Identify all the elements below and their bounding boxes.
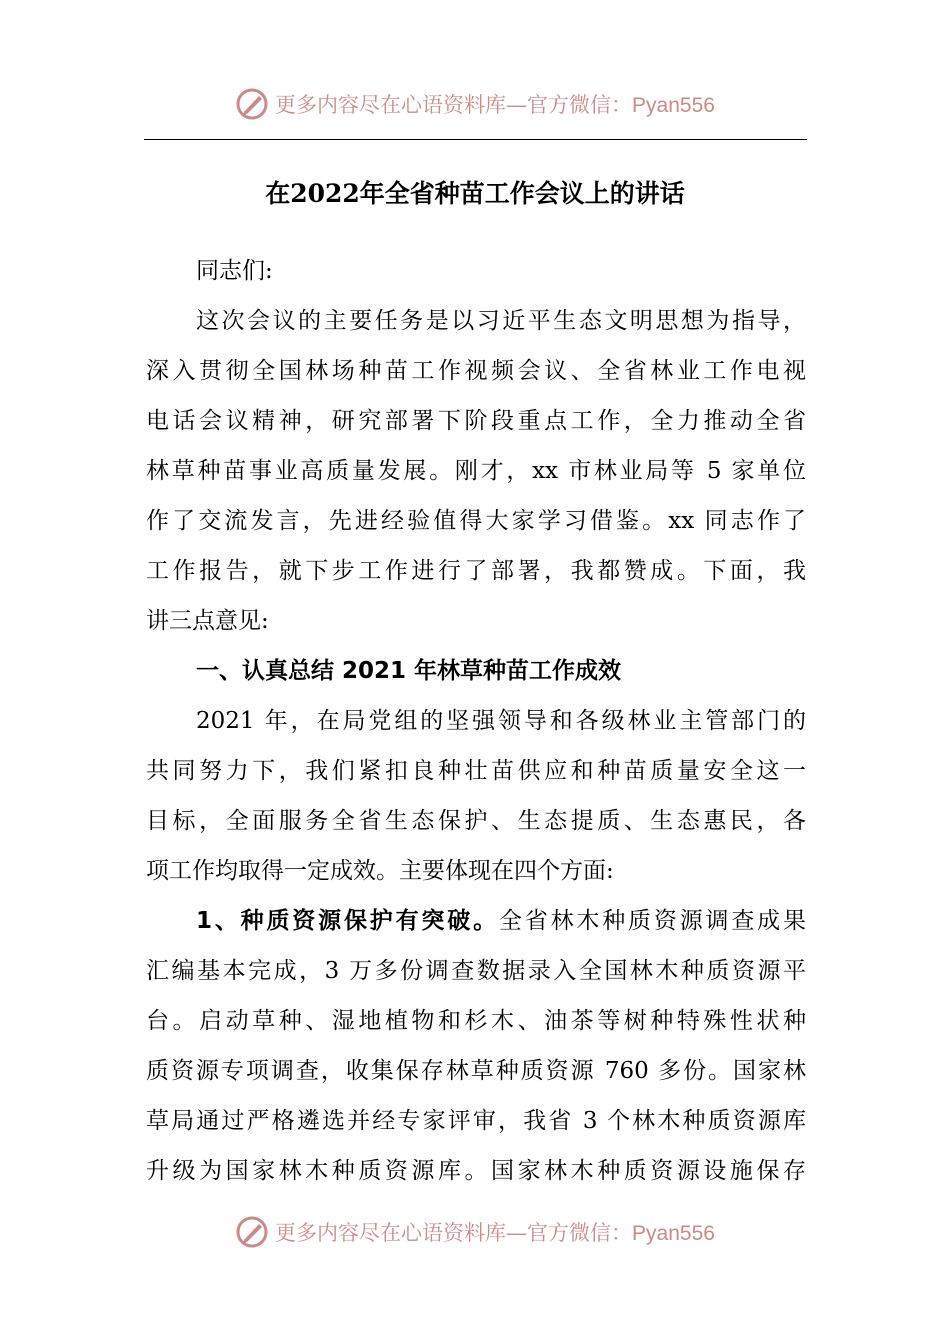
paragraph-item-1: 1、种质资源保护有突破。全省林木种质资源调查成果 汇编基本完成，3 万多份调查数据录入全国林木种质资源平 台。启动草种、湿地植物和杉木、油茶等树种特殊性状种 质资源专项调查，收集保存林草种质资源 760 多份。国家林 草局通过严格遴选并经专家评审，我省 3 个林木种质资源库 升级为国家林木种质资源库。国家林木种质资源设施保存	[146, 908, 807, 1184]
header-watermark	[0, 84, 950, 124]
header-rule	[144, 139, 807, 140]
document-title: 在2022年全省种苗工作会议上的讲话	[265, 179, 685, 208]
document-body	[146, 246, 806, 1196]
item-1-lead: 1、种质资源保护有突破。	[196, 908, 499, 934]
footer-watermark	[0, 1212, 950, 1252]
salutation: 同志们:	[196, 258, 273, 284]
section-heading-1: 一、认真总结 2021 年林草种苗工作成效	[196, 658, 622, 684]
pen-logo-icon	[235, 87, 269, 121]
paragraph-1: 这次会议的主要任务是以习近平生态文明思想为指导， 深入贯彻全国林场种苗工作视频会议、全省林业工作电视 电话会议精神，研究部署下阶段重点工作，全力推动全省 林草种苗事业高质量发展。刚才，xx 市林业局等 5 家单位 作了交流发言，先进经验值得大家学习借鉴。xx 同志作了 工作报告，就下步工作进行了部署，我都赞成。下面，我 讲三点意见:	[146, 308, 806, 634]
pen-logo-icon	[235, 1215, 269, 1249]
watermark-text: 更多内容尽在心语资料库—官方微信：Pyan556	[275, 93, 715, 117]
watermark-text: 更多内容尽在心语资料库—官方微信：Pyan556	[275, 1221, 715, 1245]
paragraph-2: 2021 年，在局党组的坚强领导和各级林业主管部门的 共同努力下，我们紧扣良种壮苗供应和种苗质量安全这一 目标，全面服务全省生态保护、生态提质、生态惠民，各 项工作均取得一定成效。主要体现在四个方面:	[146, 708, 806, 884]
